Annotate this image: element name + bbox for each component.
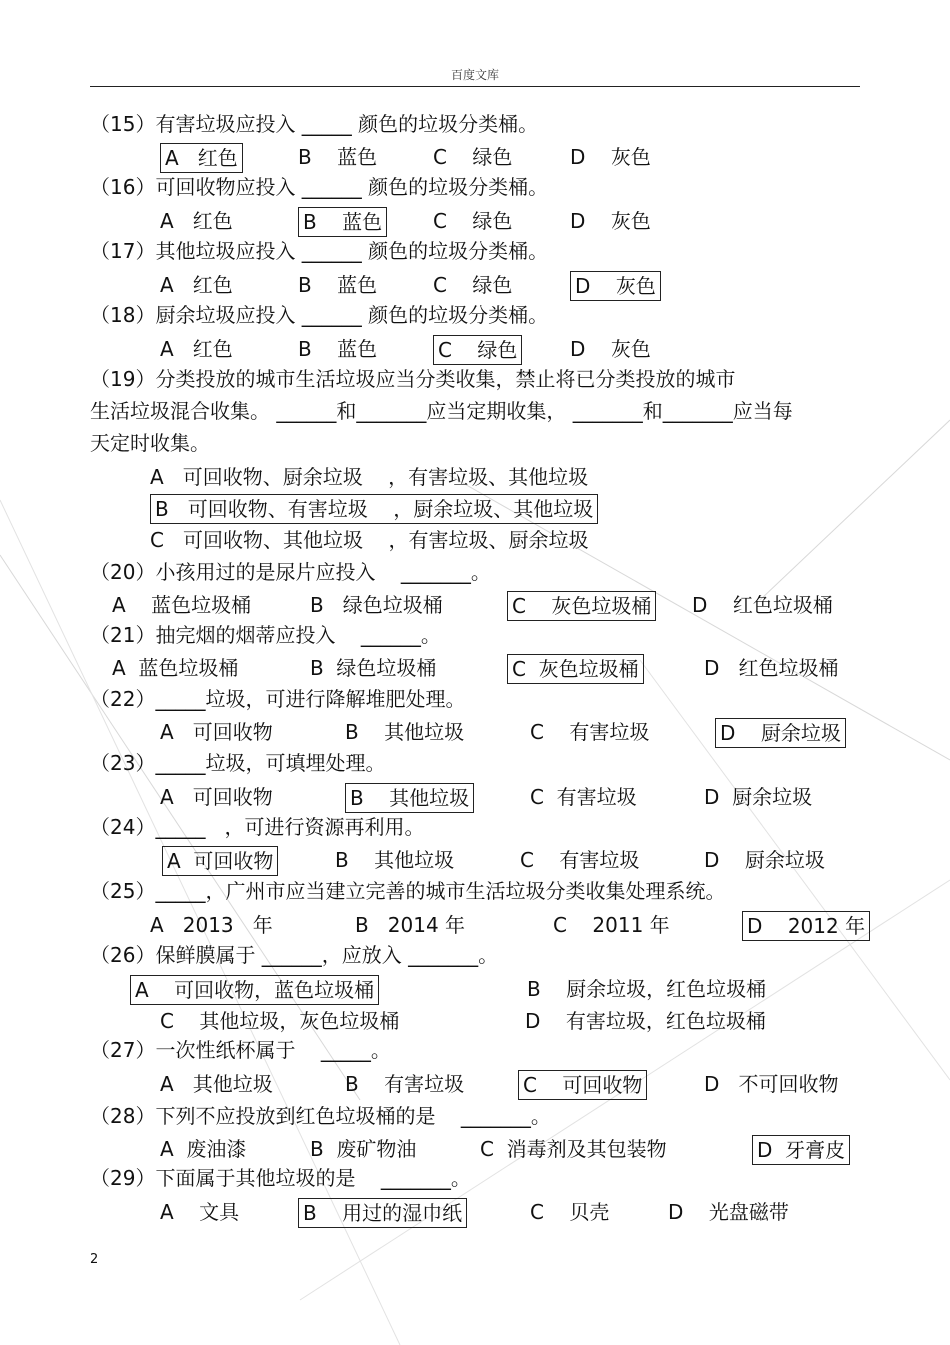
- answer-option: A 红色: [160, 209, 233, 233]
- question-text: （20）小孩用过的是尿片应投入 _______。: [90, 560, 491, 584]
- question-text: （16）可回收物应投入 ______ 颜色的垃圾分类桶。: [90, 175, 549, 199]
- question-text: （17）其他垃圾应投入 ______ 颜色的垃圾分类桶。: [90, 239, 549, 263]
- answer-option-selected: A 红色: [160, 143, 243, 173]
- answer-option-selected: D 灰色: [570, 271, 661, 301]
- answer-option: D 光盘磁带: [668, 1200, 789, 1224]
- page-header: 百度文库: [450, 68, 499, 82]
- answer-option: A 可回收物、厨余垃圾 ，有害垃圾、其他垃圾: [150, 465, 589, 489]
- header-divider: [90, 86, 860, 87]
- answer-option: B 废矿物油: [310, 1137, 417, 1161]
- answer-option: D 厨余垃圾: [704, 785, 813, 809]
- answer-option: A 红色: [160, 337, 233, 361]
- answer-option: B 其他垃圾: [345, 720, 465, 744]
- question-text: （26）保鲜膜属于 ______，应放入 _______。: [90, 943, 499, 967]
- answer-option: C 有害垃圾: [530, 785, 637, 809]
- answer-option: C 其他垃圾，灰色垃圾桶: [160, 1009, 400, 1033]
- question-text: （22）_____垃圾，可进行降解堆肥处理。: [90, 687, 466, 711]
- question-text: （24）_____ ，可进行资源再利用。: [90, 815, 425, 839]
- answer-option: C 消毒剂及其包装物: [480, 1137, 667, 1161]
- answer-option-selected: C 绿色: [433, 335, 522, 365]
- answer-option-selected: B 可回收物、有害垃圾 ，厨余垃圾、其他垃圾: [150, 494, 598, 524]
- answer-option: D 红色垃圾桶: [704, 656, 839, 680]
- answer-option: D 灰色: [570, 209, 651, 233]
- answer-option: A 废油漆: [160, 1137, 247, 1161]
- answer-option: B 2014 年: [355, 913, 466, 937]
- answer-option-selected: C 灰色垃圾桶: [507, 654, 644, 684]
- answer-option: B 有害垃圾: [345, 1072, 465, 1096]
- question-text: （23）_____垃圾，可填埋处理。: [90, 751, 386, 775]
- answer-option: B 其他垃圾: [335, 848, 455, 872]
- answer-option: D 有害垃圾，红色垃圾桶: [525, 1009, 766, 1033]
- answer-option-selected: A 可回收物: [162, 846, 278, 876]
- question-text: （27）一次性纸杯属于 _____。: [90, 1038, 391, 1062]
- answer-option: D 灰色: [570, 337, 651, 361]
- answer-option: B 厨余垃圾，红色垃圾桶: [527, 977, 767, 1001]
- question-text: （15）有害垃圾应投入 _____ 颜色的垃圾分类桶。: [90, 112, 539, 136]
- answer-option: C 2011 年: [553, 913, 670, 937]
- question-text: （19）分类投放的城市生活垃圾应当分类收集，禁止将已分类投放的城市: [90, 367, 736, 391]
- answer-option: A 2013 年: [150, 913, 273, 937]
- answer-option-selected: B 用过的湿巾纸: [298, 1198, 467, 1228]
- answer-option: A 蓝色垃圾桶: [112, 656, 239, 680]
- answer-option-selected: A 可回收物，蓝色垃圾桶: [130, 975, 379, 1005]
- answer-option: B 蓝色: [298, 273, 378, 297]
- answer-option-selected: C 灰色垃圾桶: [507, 591, 656, 621]
- answer-option: C 绿色: [433, 209, 513, 233]
- question-text: （28）下列不应投放到红色垃圾桶的是 _______。: [90, 1104, 551, 1128]
- question-text: （21）抽完烟的烟蒂应投入 ______。: [90, 623, 441, 647]
- answer-option-selected: B 其他垃圾: [345, 783, 474, 813]
- answer-option: B 蓝色: [298, 337, 378, 361]
- answer-option: A 其他垃圾: [160, 1072, 273, 1096]
- answer-option: D 红色垃圾桶: [692, 593, 833, 617]
- answer-option: C 有害垃圾: [530, 720, 650, 744]
- answer-option: B 绿色垃圾桶: [310, 656, 437, 680]
- question-text: （29）下面属于其他垃圾的是 _______。: [90, 1166, 471, 1190]
- answer-option-selected: C 可回收物: [518, 1070, 647, 1100]
- question-text: （25）_____，广州市应当建立完善的城市生活垃圾分类收集处理系统。: [90, 879, 726, 903]
- answer-option: C 可回收物、其他垃圾 ，有害垃圾、厨余垃圾: [150, 528, 589, 552]
- answer-option: B 蓝色: [298, 145, 378, 169]
- answer-option-selected: D 厨余垃圾: [715, 718, 846, 748]
- answer-option: C 贝壳: [530, 1200, 610, 1224]
- answer-option: C 绿色: [433, 145, 513, 169]
- answer-option: D 厨余垃圾: [704, 848, 825, 872]
- question-text: （18）厨余垃圾应投入 ______ 颜色的垃圾分类桶。: [90, 303, 549, 327]
- answer-option-selected: D 牙膏皮: [752, 1135, 850, 1165]
- answer-option: A 可回收物: [160, 785, 273, 809]
- answer-option: A 文具: [160, 1200, 240, 1224]
- page-number: 2: [90, 1252, 99, 1267]
- answer-option: A 红色: [160, 273, 233, 297]
- answer-option: C 有害垃圾: [520, 848, 640, 872]
- question-text: 生活垃圾混合收集。 ______和_______应当定期收集， _______和_______应当每: [90, 399, 793, 423]
- answer-option: D 不可回收物: [704, 1072, 839, 1096]
- answer-option: A 可回收物: [160, 720, 273, 744]
- answer-option-selected: B 蓝色: [298, 207, 387, 237]
- answer-option: C 绿色: [433, 273, 513, 297]
- answer-option-selected: D 2012 年: [742, 911, 870, 941]
- answer-option: D 灰色: [570, 145, 651, 169]
- question-text: 天定时收集。: [90, 431, 210, 455]
- answer-option: A 蓝色垃圾桶: [112, 593, 252, 617]
- answer-option: B 绿色垃圾桶: [310, 593, 443, 617]
